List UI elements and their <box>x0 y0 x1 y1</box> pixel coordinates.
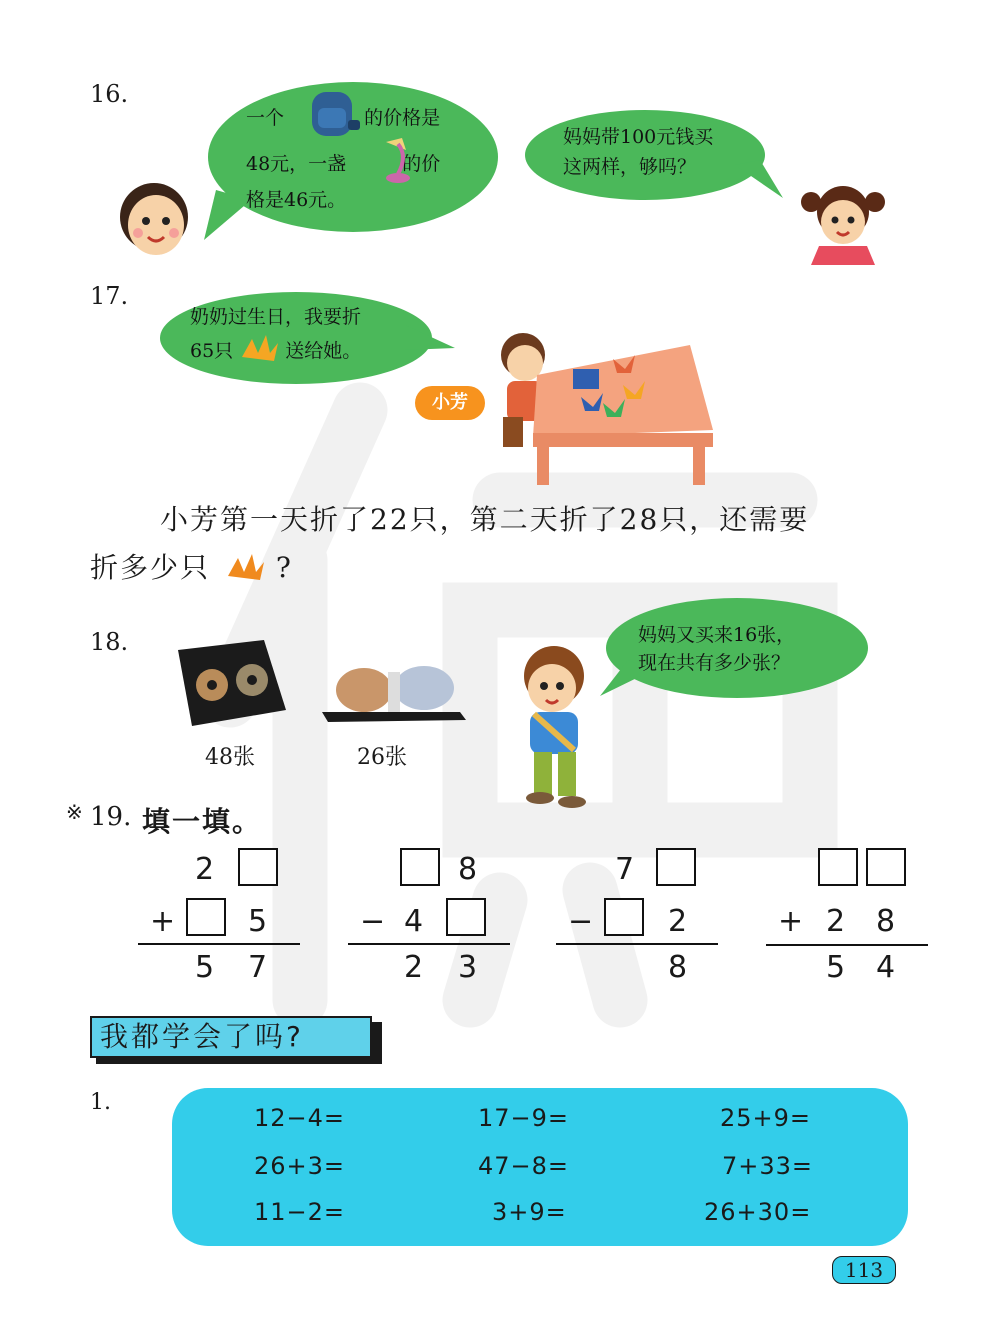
q17-text-line2: 折多少只 <box>90 551 211 584</box>
p1-result-digit: 5 <box>195 950 215 985</box>
p1-answer-box[interactable] <box>186 898 226 936</box>
p3-top-digit: 7 <box>615 852 635 887</box>
paper-crane-icon <box>226 552 266 582</box>
backpack-icon <box>302 86 364 138</box>
calc-item: 3+9= <box>492 1198 567 1226</box>
q19-title: 填一填。 <box>142 805 263 838</box>
p3-mid-digit: 2 <box>668 904 688 939</box>
p3-result-digit: 8 <box>668 950 688 985</box>
calc-item: 11−2= <box>254 1198 346 1226</box>
q16-bubble-text-5: 格是46元。 <box>246 189 347 211</box>
q16-bubble-text-2: 的价格是 <box>364 107 441 129</box>
p3-answer-box[interactable] <box>604 898 644 936</box>
p4-operator: + <box>778 904 804 939</box>
p3-line <box>556 943 718 945</box>
p1-line <box>138 943 300 945</box>
calc-item: 17−9= <box>478 1104 570 1132</box>
item2-label: 26张 <box>357 745 407 770</box>
q17-number: 17. <box>90 282 129 310</box>
q17-text-question: ? <box>275 551 293 584</box>
q18-bubble-text-2: 现在共有多少张？ <box>638 652 791 674</box>
p4-answer-box[interactable] <box>866 848 906 886</box>
p1-mid-digit: 5 <box>248 904 268 939</box>
calc-item: 12−4= <box>254 1104 346 1132</box>
p1-result-digit: 7 <box>248 950 268 985</box>
calc-item: 47−8= <box>478 1152 570 1180</box>
p4-mid-digit: 8 <box>876 904 896 939</box>
p2-top-digit: 8 <box>458 852 478 887</box>
p1-top-digit: 2 <box>195 852 215 887</box>
p1-answer-box[interactable] <box>238 848 278 886</box>
q17-bubble-text-2: 65只 <box>190 340 234 362</box>
p4-result-digit: 4 <box>876 950 896 985</box>
boy-character <box>504 642 604 808</box>
p2-operator: − <box>360 904 386 939</box>
q16-right-bubble-tail <box>735 160 795 210</box>
p2-answer-box[interactable] <box>446 898 486 936</box>
cd-case-open-icon <box>172 640 292 730</box>
p4-mid-digit: 2 <box>826 904 846 939</box>
q16-number: 16. <box>90 80 129 108</box>
review-q1-number: 1. <box>90 1090 111 1115</box>
desk-lamp-icon <box>380 134 416 186</box>
q19-number: 19. <box>90 802 132 832</box>
q16-right-text-2: 这两样，够吗？ <box>563 156 697 178</box>
name-tag: 小芳 <box>415 386 485 420</box>
q16-bubble-text-4: 的价 <box>402 153 441 175</box>
review-title: 我都学会了吗? <box>90 1016 372 1058</box>
q19-mark: ※ <box>66 800 83 824</box>
girl-character-left <box>112 175 202 265</box>
calc-item: 26+30= <box>704 1198 812 1226</box>
p4-result-digit: 5 <box>826 950 846 985</box>
item1-label: 48张 <box>205 745 255 770</box>
calc-item: 7+33= <box>722 1152 814 1180</box>
calc-item: 26+3= <box>254 1152 346 1180</box>
q16-right-text-1: 妈妈带100元钱买 <box>563 126 714 148</box>
cd-binder-icon <box>320 660 468 722</box>
p1-operator: + <box>150 904 176 939</box>
paper-crane-icon <box>240 333 280 363</box>
p2-line <box>348 943 510 945</box>
calc-item: 25+9= <box>720 1104 812 1132</box>
p4-line <box>766 944 928 946</box>
p2-result-digit: 3 <box>458 950 478 985</box>
p2-result-digit: 2 <box>404 950 424 985</box>
p4-answer-box[interactable] <box>818 848 858 886</box>
q18-number: 18. <box>90 628 129 656</box>
q17-bubble-tail <box>405 320 465 360</box>
page-number: 113 <box>832 1256 896 1284</box>
girl-folding-cranes-illustration <box>485 325 720 487</box>
q17-bubble-text-1: 奶奶过生日，我要折 <box>190 306 362 328</box>
girl-character-right <box>795 180 890 265</box>
p3-operator: − <box>568 904 594 939</box>
q17-text-line1: 小芳第一天折了22只，第二天折了28只，还需要 <box>160 503 810 536</box>
p3-answer-box[interactable] <box>656 848 696 886</box>
q16-bubble-text-1: 一个 <box>246 107 285 129</box>
p2-mid-digit: 4 <box>404 904 424 939</box>
p2-answer-box[interactable] <box>400 848 440 886</box>
q18-bubble-text-1: 妈妈又买来16张， <box>638 624 796 646</box>
q17-bubble-text-3: 送给她。 <box>285 340 362 362</box>
q16-bubble-text-3: 48元，一盏 <box>246 153 347 175</box>
